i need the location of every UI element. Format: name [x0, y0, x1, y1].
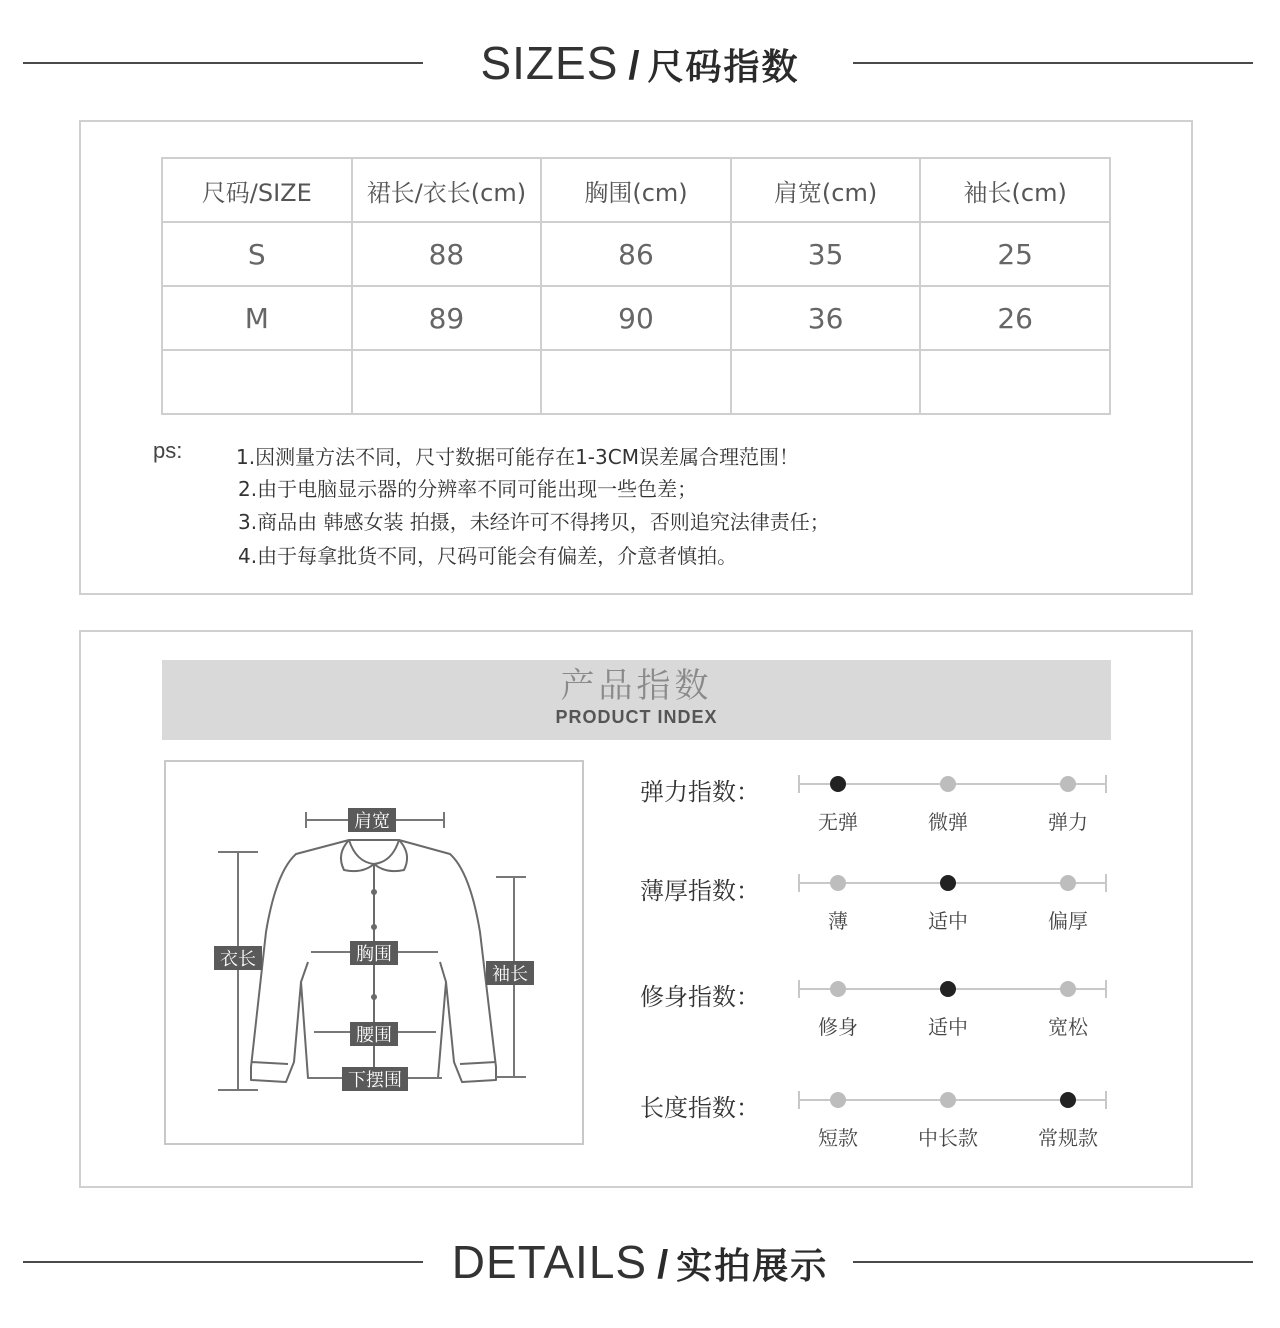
- index-dot-selected: [830, 776, 846, 792]
- length-cell: [352, 350, 542, 414]
- diagram-label-hem: 下摆围: [348, 1070, 402, 1091]
- index-option: 宽松: [1048, 1015, 1088, 1039]
- details-section-header: [0, 1232, 1280, 1292]
- shirt-measurement-diagram: [166, 762, 582, 1143]
- index-row-length: [640, 1088, 1120, 1168]
- index-row-elasticity: [640, 772, 1120, 852]
- product-index-title-en: PRODUCT INDEX: [555, 707, 718, 727]
- size-table-header: 肩宽(cm): [731, 158, 921, 222]
- shoulder-cell: 35: [731, 222, 921, 286]
- note-line: 1.因测量方法不同，尺寸数据可能存在1-3CM误差属合理范围！: [236, 445, 799, 469]
- length-cell: 89: [352, 286, 542, 350]
- index-label: 薄厚指数：: [640, 877, 760, 905]
- index-row-fit: [640, 977, 1120, 1057]
- index-option: 薄: [828, 909, 848, 933]
- size-table: [161, 157, 1111, 415]
- index-track-start: [798, 874, 800, 892]
- sizes-title-cn: 尺码指数: [647, 47, 800, 88]
- index-label: 弹力指数：: [640, 778, 760, 806]
- table-row: [162, 222, 1110, 286]
- index-option: 修身: [818, 1015, 858, 1039]
- measurement-diagram-frame: [164, 760, 584, 1145]
- index-option: 无弹: [818, 810, 858, 834]
- note-line: 2.由于电脑显示器的分辨率不同可能出现一些色差；: [238, 477, 698, 501]
- shoulder-cell: [731, 350, 921, 414]
- index-dot: [940, 776, 956, 792]
- size-table-header: 胸围(cm): [541, 158, 731, 222]
- header-rule-left: [23, 1261, 423, 1263]
- size-table-header-row: [162, 158, 1110, 222]
- chest-cell: [541, 350, 731, 414]
- size-cell: [162, 350, 352, 414]
- index-row-thickness: [640, 871, 1120, 951]
- index-dot: [1060, 981, 1076, 997]
- sleeve-cell: [920, 350, 1110, 414]
- diagram-label-sleeve: 袖长: [492, 964, 528, 985]
- index-track-end: [1105, 874, 1107, 892]
- index-dot: [830, 875, 846, 891]
- header-rule-left: [23, 62, 423, 64]
- size-cell: S: [162, 222, 352, 286]
- note-line: 4.由于每拿批货不同，尺码可能会有偏差，介意者慎拍。: [238, 544, 738, 568]
- table-row: [162, 350, 1110, 414]
- diagram-label-shoulder: 肩宽: [354, 811, 390, 832]
- index-dot: [830, 981, 846, 997]
- index-dot: [1060, 875, 1076, 891]
- chest-cell: 86: [541, 222, 731, 286]
- details-title-slash: /: [657, 1243, 669, 1287]
- index-label: 长度指数：: [640, 1094, 760, 1122]
- index-option: 弹力: [1048, 810, 1088, 834]
- details-title-cn: 实拍展示: [676, 1246, 829, 1287]
- index-option: 适中: [928, 909, 968, 933]
- collar-outline: [349, 840, 399, 864]
- product-index-title-cn: 产品指数: [560, 666, 713, 706]
- table-row: [162, 286, 1110, 350]
- index-option: 适中: [928, 1015, 968, 1039]
- size-table-header: 袖长(cm): [920, 158, 1110, 222]
- index-dot-selected: [940, 981, 956, 997]
- size-table-header: 尺码/SIZE: [162, 158, 352, 222]
- shoulder-cell: 36: [731, 286, 921, 350]
- product-index-banner: [162, 660, 1111, 740]
- diagram-label-waist: 腰围: [356, 1025, 392, 1046]
- index-label: 修身指数：: [640, 983, 760, 1011]
- index-option: 短款: [818, 1126, 858, 1150]
- sizes-title-slash: /: [628, 44, 640, 88]
- sizes-section-header: [0, 33, 1280, 93]
- index-option: 微弹: [928, 810, 968, 834]
- header-rule-right: [853, 1261, 1253, 1263]
- index-track-start: [798, 1091, 800, 1109]
- details-title: [430, 1232, 850, 1292]
- length-cell: 88: [352, 222, 542, 286]
- index-dot-selected: [1060, 1092, 1076, 1108]
- size-cell: M: [162, 286, 352, 350]
- index-option: 中长款: [918, 1126, 978, 1150]
- note-line: 3.商品由 韩感女装 拍摄，未经许可不得拷贝，否则追究法律责任；: [238, 510, 830, 534]
- index-track-end: [1105, 775, 1107, 793]
- index-track-end: [1105, 1091, 1107, 1109]
- sizes-title-en: SIZES: [480, 37, 619, 89]
- sizes-title: [440, 33, 840, 93]
- index-track-start: [798, 980, 800, 998]
- index-track-end: [1105, 980, 1107, 998]
- diagram-label-chest: 胸围: [356, 944, 392, 965]
- index-dot: [830, 1092, 846, 1108]
- details-title-en: DETAILS: [451, 1236, 648, 1288]
- index-dot: [1060, 776, 1076, 792]
- index-option: 偏厚: [1048, 909, 1088, 933]
- chest-cell: 90: [541, 286, 731, 350]
- sleeve-cell: 25: [920, 222, 1110, 286]
- size-table-header: 裙长/衣长(cm): [352, 158, 542, 222]
- sleeve-cell: 26: [920, 286, 1110, 350]
- index-dot-selected: [940, 875, 956, 891]
- index-option: 常规款: [1038, 1126, 1098, 1150]
- index-track-start: [798, 775, 800, 793]
- index-dot: [940, 1092, 956, 1108]
- header-rule-right: [853, 62, 1253, 64]
- diagram-label-length: 衣长: [220, 949, 256, 970]
- notes-label: ps:: [153, 438, 183, 463]
